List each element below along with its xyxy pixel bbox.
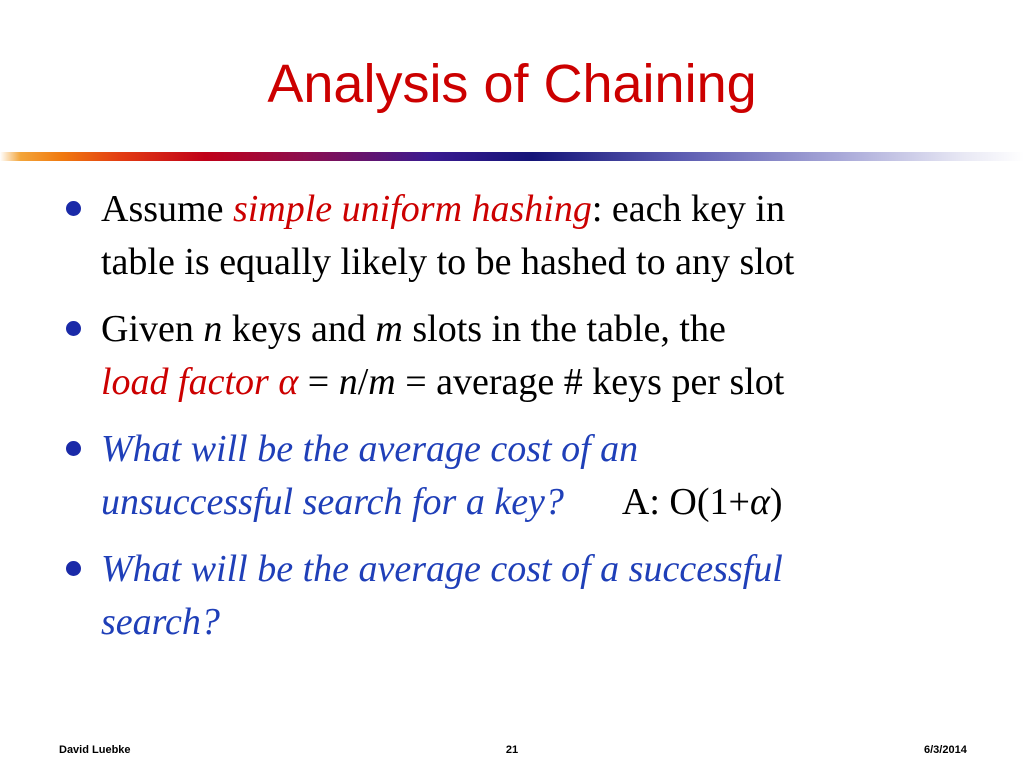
text-span: /	[357, 361, 369, 403]
variable: n	[203, 308, 223, 350]
text-span: Given	[101, 308, 204, 350]
text-span: =	[298, 361, 339, 403]
footer-page-number: 21	[505, 744, 519, 756]
alpha-symbol: α	[278, 361, 299, 403]
bullet-line	[101, 304, 726, 354]
text-span: = average # keys per slot	[395, 361, 785, 403]
alpha-symbol: α	[749, 481, 770, 523]
bullet-line	[101, 184, 785, 234]
title-divider-bar	[0, 152, 1024, 161]
bullet-line: table is equally likely to be hashed to any slot	[101, 241, 795, 283]
text-span: : each key in	[591, 188, 785, 230]
bullet-line: search?	[101, 601, 220, 643]
footer-date: 6/3/2014	[924, 744, 967, 756]
bullet-line: What will be the average cost of a successful	[101, 548, 783, 590]
variable: m	[368, 361, 396, 403]
answer-text: )	[769, 481, 783, 523]
bullet-icon	[66, 321, 81, 336]
variable: n	[338, 361, 358, 403]
answer-text: A: O(1+	[621, 481, 750, 523]
slide-title: Analysis of Chaining	[267, 54, 757, 114]
bullet-line	[101, 357, 784, 407]
variable: m	[375, 308, 403, 350]
text-span: slots in the table, the	[402, 308, 726, 350]
bullet-icon	[66, 561, 81, 576]
bullet-icon	[66, 201, 81, 216]
emphasis-term: simple uniform hashing	[232, 188, 592, 230]
footer-author: David Luebke	[59, 744, 131, 756]
text-span: keys and	[222, 308, 376, 350]
bullet-icon	[66, 441, 81, 456]
emphasis-term: load factor	[101, 361, 279, 403]
bullet-line	[101, 477, 783, 527]
question-text: unsuccessful search for a key?	[101, 481, 564, 523]
bullet-line: What will be the average cost of an	[101, 428, 639, 470]
text-span: Assume	[101, 188, 233, 230]
